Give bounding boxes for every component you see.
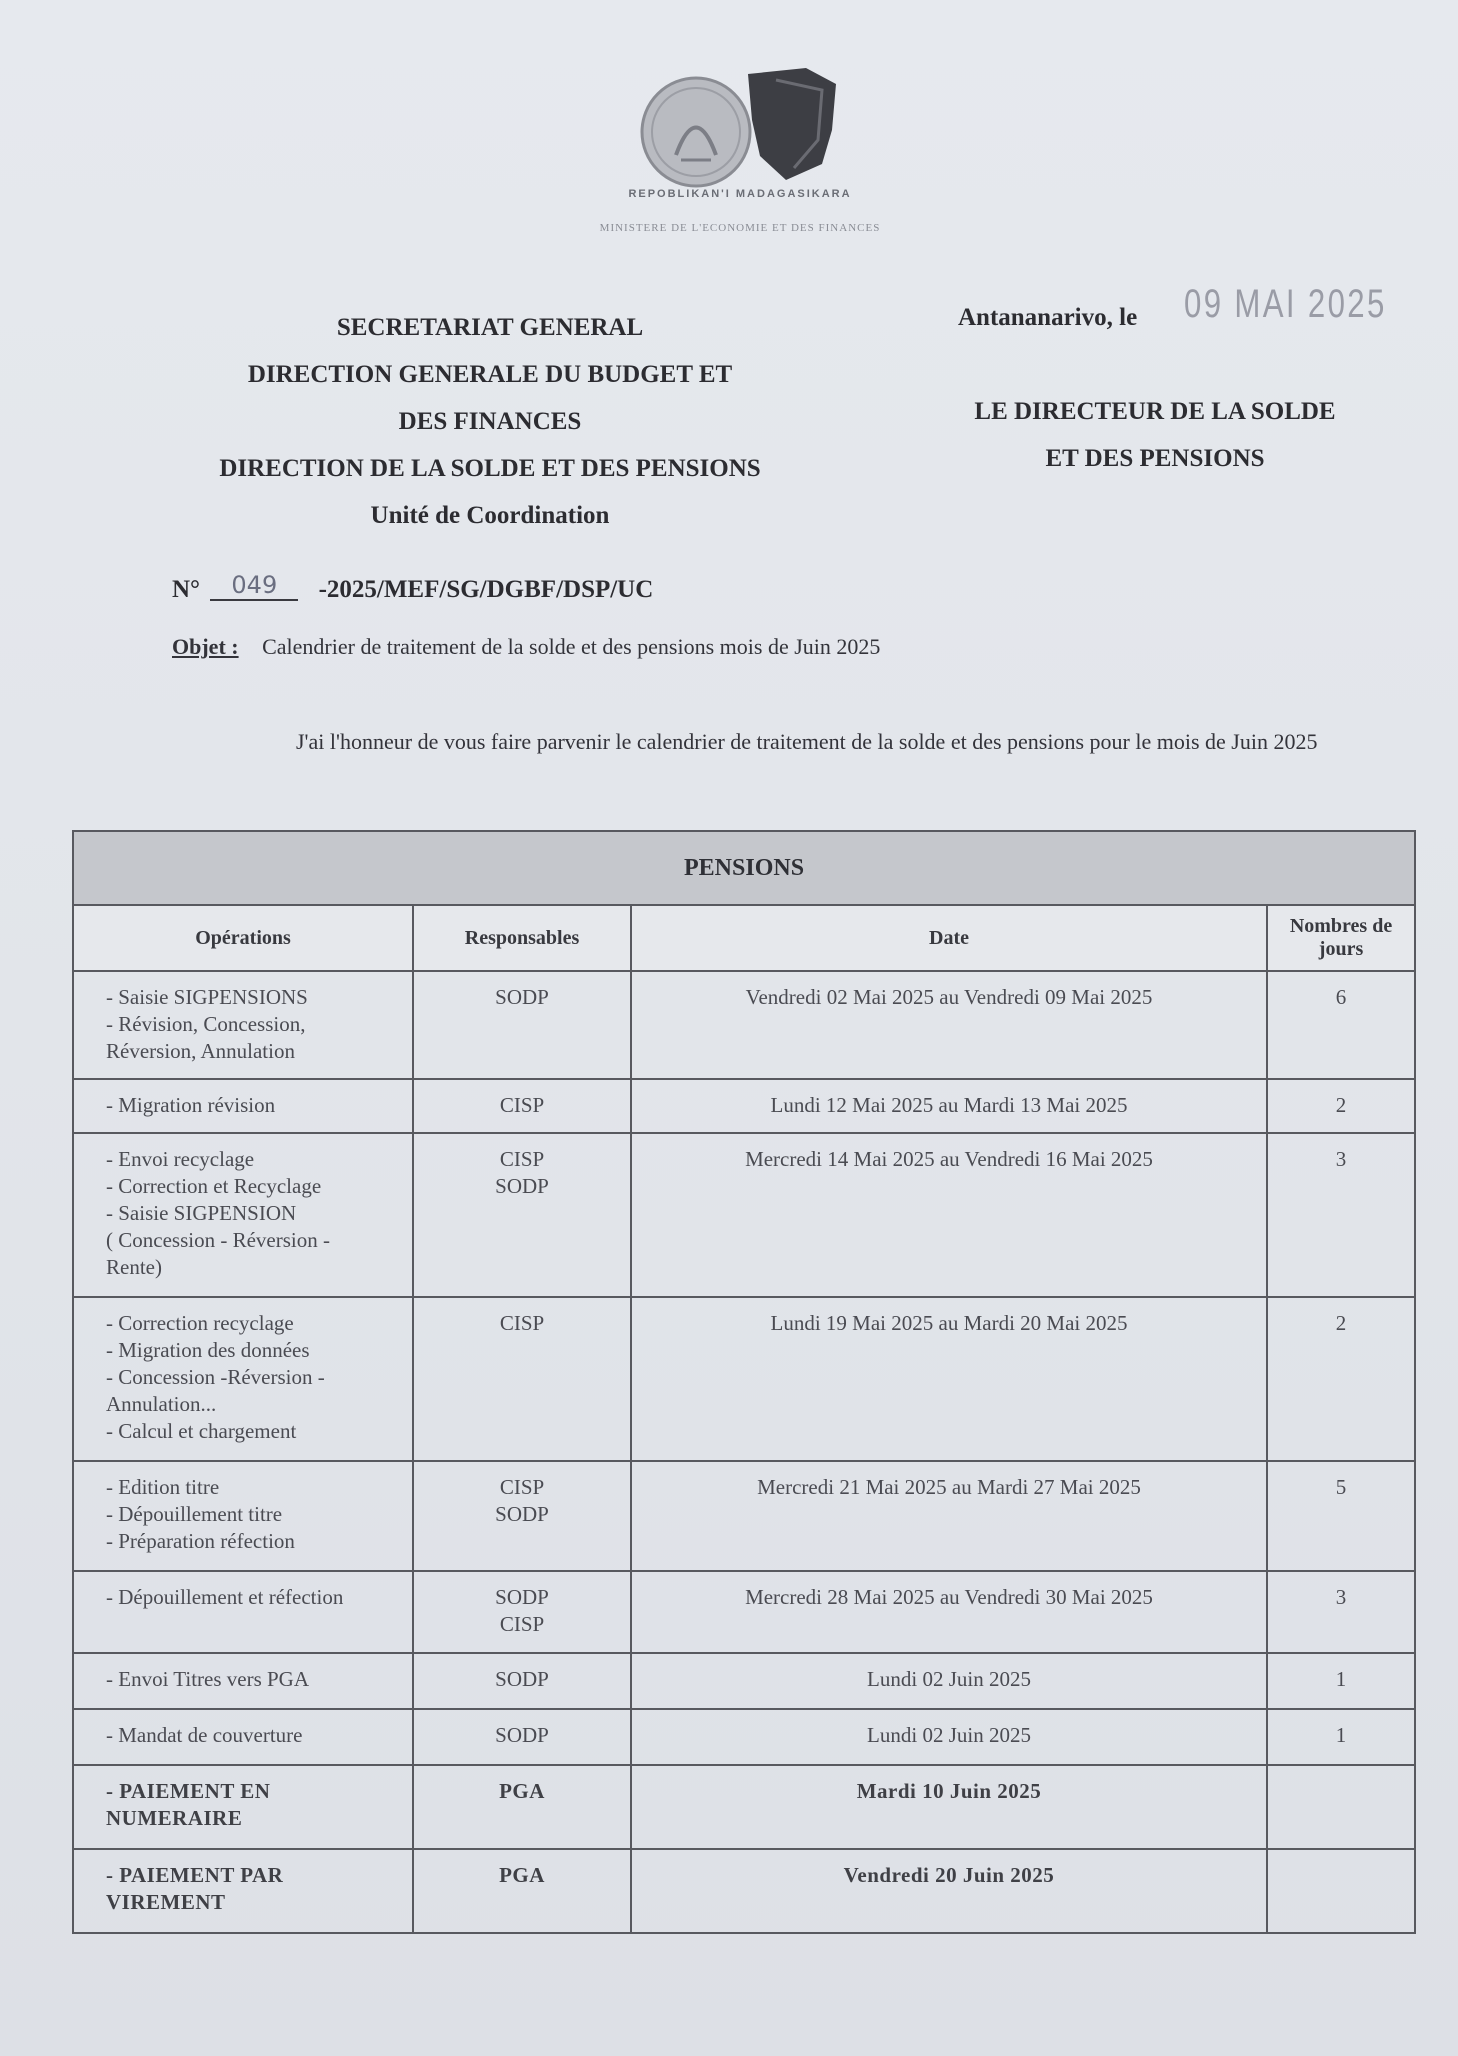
cell-operations [73,1079,413,1133]
director-title [920,388,1390,482]
operation-line: - Préparation réfection [106,1529,295,1553]
header-responsables: Responsables [413,905,631,971]
cell-date: Lundi 02 Juin 2025 [631,1709,1267,1765]
operation-line: Rente) [106,1255,162,1279]
operation-line: - PAIEMENT PAR [106,1863,284,1887]
operation-line: - Envoi Titres vers PGA [106,1667,310,1691]
operation-line: - Concession -Réversion - [106,1365,325,1389]
operation-line: - PAIEMENT EN [106,1779,271,1803]
cell-responsables [413,971,631,1079]
responsable-line: CISP [499,1475,545,1499]
responsable-line: SODP [495,1174,549,1198]
object-line [172,634,880,660]
cell-operations [73,1849,413,1933]
header-line-dsp: DIRECTION DE LA SOLDE ET DES PENSIONS [219,455,761,482]
cell-operations [73,971,413,1079]
pensions-table [72,830,1416,1934]
table-row [73,1849,1415,1933]
body-paragraph: J'ai l'honneur de vous faire parvenir le calendrier de traitement de la solde et des pensions pour le mois de Juin 2025 [296,729,1318,754]
operation-line: - Calcul et chargement [106,1419,297,1443]
object-text: Calendrier de traitement de la solde et des pensions mois de Juin 2025 [262,634,881,659]
cell-date: Lundi 02 Juin 2025 [631,1653,1267,1709]
cell-responsables [413,1461,631,1571]
cell-responsables [413,1849,631,1933]
header-operations: Opérations [73,905,413,971]
table-body [73,971,1415,1933]
operation-line: - Correction et Recyclage [106,1174,322,1198]
cell-operations [73,1765,413,1849]
director-line-2: ET DES PENSIONS [1045,445,1265,472]
responsable-line: SODP [495,1723,549,1747]
operation-line: - Révision, Concession, [106,1012,306,1036]
operation-line: Annulation... [106,1392,217,1416]
cell-operations [73,1571,413,1653]
header-line-unit: Unité de Coordination [370,502,610,529]
header-line-dgbf: DIRECTION GENERALE DU BUDGET ET [247,361,733,388]
table-row [73,1297,1415,1461]
cell-date: Mercredi 21 Mai 2025 au Mardi 27 Mai 2025 [631,1461,1267,1571]
operation-line: - Saisie SIGPENSION [106,1201,297,1225]
responsable-line: PGA [499,1779,545,1803]
operation-line: Réversion, Annulation [106,1039,295,1063]
cell-days: 1 [1267,1653,1415,1709]
cell-responsables [413,1709,631,1765]
operation-line: - Edition titre [106,1475,220,1499]
cell-date: Mardi 10 Juin 2025 [631,1765,1267,1849]
responsable-line: CISP [499,1147,545,1171]
operation-line: NUMERAIRE [106,1806,243,1830]
republic-emblem-icon [636,60,846,190]
table-row [73,971,1415,1079]
header-line-secretariat: SECRETARIAT GENERAL [336,314,644,341]
operation-line: VIREMENT [106,1890,226,1914]
cell-responsables [413,1133,631,1297]
cell-days: 3 [1267,1133,1415,1297]
date-stamp: 09 MAI 2025 [1184,282,1387,326]
table-row [73,1653,1415,1709]
operation-line: - Migration révision [106,1093,276,1117]
operation-line: - Envoi recyclage [106,1147,255,1171]
reference-prefix: N° [172,576,201,603]
responsable-line: CISP [499,1311,545,1335]
cell-date: Mercredi 28 Mai 2025 au Vendredi 30 Mai 2025 [631,1571,1267,1653]
cell-days [1267,1765,1415,1849]
header-date: Date [631,905,1267,971]
responsable-line: CISP [499,1612,545,1636]
cell-days: 2 [1267,1297,1415,1461]
cell-operations [73,1133,413,1297]
cell-days: 2 [1267,1079,1415,1133]
director-line-1: LE DIRECTEUR DE LA SOLDE [974,398,1336,425]
reference-number [172,571,654,605]
reference-handwritten-number: 049 [210,571,298,601]
table-row [73,1133,1415,1297]
cell-days: 3 [1267,1571,1415,1653]
operation-line: - Migration des données [106,1338,310,1362]
cell-responsables [413,1765,631,1849]
table-row [73,1571,1415,1653]
ministry-name: MINISTERE DE L'ECONOMIE ET DES FINANCES [599,222,881,234]
responsable-line: SODP [495,985,549,1009]
cell-date: Vendredi 02 Mai 2025 au Vendredi 09 Mai 2025 [631,971,1267,1079]
cell-date: Vendredi 20 Juin 2025 [631,1849,1267,1933]
republic-name: REPOBLIKAN'I MADAGASIKARA [628,188,852,200]
cell-responsables [413,1079,631,1133]
issuing-office [160,304,820,539]
operation-line: - Saisie SIGPENSIONS [106,985,308,1009]
responsable-line: SODP [495,1502,549,1526]
cell-operations [73,1297,413,1461]
cell-days: 1 [1267,1709,1415,1765]
operation-line: - Dépouillement et réfection [106,1585,344,1609]
cell-operations [73,1461,413,1571]
cell-date: Lundi 19 Mai 2025 au Mardi 20 Mai 2025 [631,1297,1267,1461]
cell-date: Mercredi 14 Mai 2025 au Vendredi 16 Mai 2025 [631,1133,1267,1297]
cell-date: Lundi 12 Mai 2025 au Mardi 13 Mai 2025 [631,1079,1267,1133]
operation-line: ( Concession - Réversion - [106,1228,330,1252]
responsable-line: SODP [495,1585,549,1609]
responsable-line: SODP [495,1667,549,1691]
cell-operations [73,1709,413,1765]
table-row [73,1765,1415,1849]
header-line-finances: DES FINANCES [398,408,582,435]
table-title: PENSIONS [73,831,1415,905]
cell-days [1267,1849,1415,1933]
pensions-table-container [72,830,1414,1934]
table-row [73,1461,1415,1571]
cell-days: 6 [1267,971,1415,1079]
reference-suffix: -2025/MEF/SG/DGBF/DSP/UC [318,576,654,603]
operation-line: - Dépouillement titre [106,1502,283,1526]
table-row [73,1709,1415,1765]
operation-line: - Mandat de couverture [106,1723,303,1747]
responsable-line: PGA [499,1863,545,1887]
table-row [73,1079,1415,1133]
cell-responsables [413,1653,631,1709]
operation-line: - Correction recyclage [106,1311,294,1335]
cell-operations [73,1653,413,1709]
cell-responsables [413,1571,631,1653]
object-label: Objet : [172,634,239,659]
place-date-label: Antananarivo, le [958,304,1138,331]
cell-days: 5 [1267,1461,1415,1571]
header-days: Nombres de jours [1267,905,1415,971]
cell-responsables [413,1297,631,1461]
responsable-line: CISP [499,1093,545,1117]
